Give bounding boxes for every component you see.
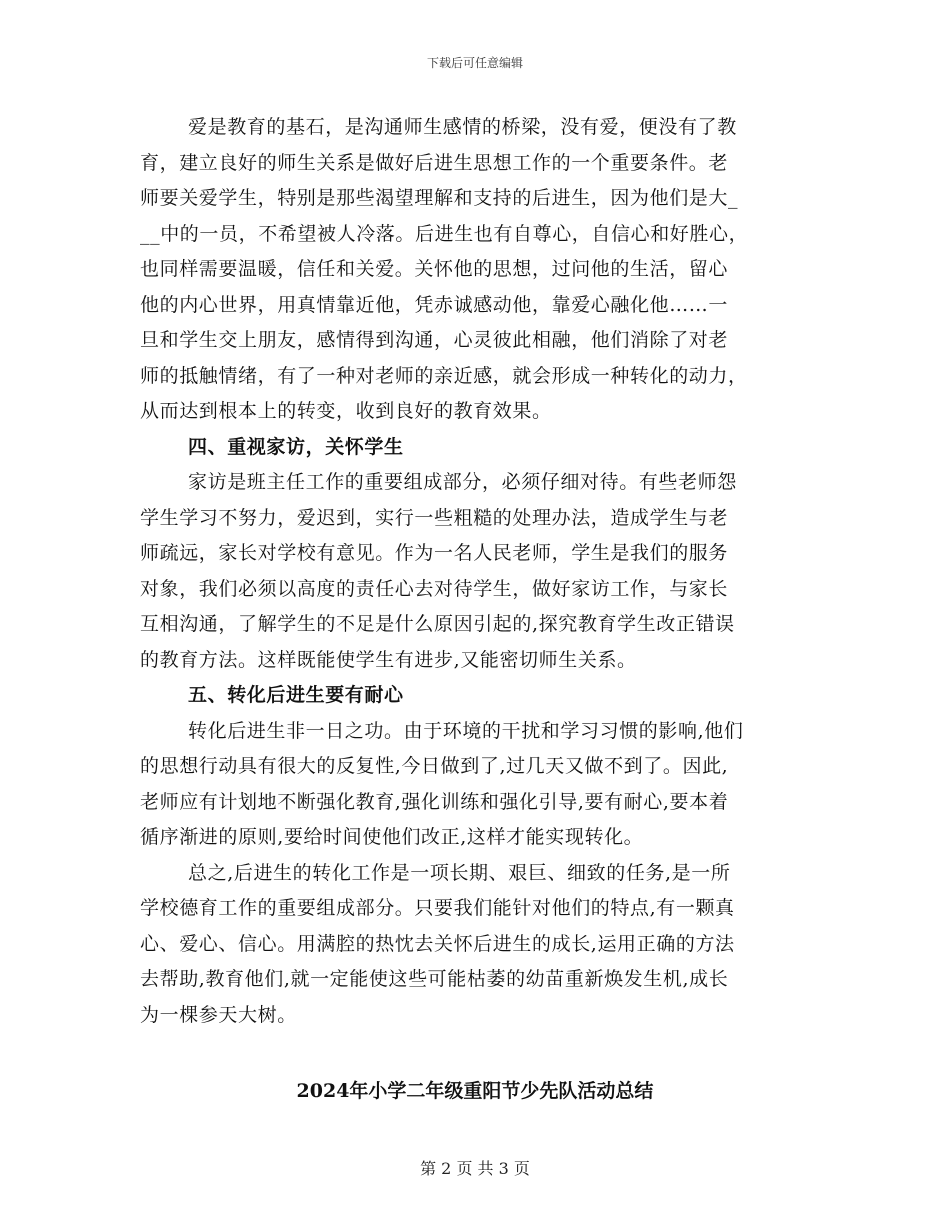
paragraph-line: 旦和学生交上朋友，感情得到沟通，心灵彼此相融，他们消除了对老 — [140, 329, 729, 351]
paragraph-line: 师的抵触情绪，有了一种对老师的亲近感，就会形成一种转化的动力， — [140, 364, 748, 387]
paragraph-line: 师要关爱学生，特别是那些渴望理解和支持的后进生，因为他们是大_ — [140, 187, 739, 209]
paragraph-line: 学校德育工作的重要组成部分。只要我们能针对他们的特点,有一颗真 — [140, 897, 735, 919]
paragraph-line: 心、爱心、信心。用满腔的热忱去关怀后进生的成长,运用正确的方法 — [140, 932, 735, 955]
page-number: 第 2 页 共 3 页 — [420, 1159, 530, 1178]
paragraph-line: 的思想行动具有很大的反复性,今日做到了,过几天又做不到了。因此, — [140, 755, 729, 777]
paragraph-line: 循序渐进的原则,要给时间使他们改正,这样才能实现转化。 — [140, 826, 644, 848]
page-header: 下载后可任意编辑 — [426, 56, 523, 70]
paragraph-line: 家访是班主任工作的重要组成部分，必须仔细对待。有些老师怨 — [188, 471, 737, 493]
paragraph-line: 互相沟通，了解学生的不足是什么原因引起的,探究教育学生改正错误 — [140, 613, 735, 635]
document-body — [140, 110, 812, 1033]
paragraph-line: 育，建立良好的师生关系是做好后进生思想工作的一个重要条件。老 — [140, 151, 729, 174]
section-heading: 五、转化后进生要有耐心 — [188, 684, 404, 706]
paragraph-line: 为一棵参天大树。 — [140, 1003, 297, 1026]
paragraph-line: 对象，我们必须以高度的责任心去对待学生，做好家访工作，与家长 — [140, 577, 729, 600]
paragraph-line: 也同样需要温暖，信任和关爱。关怀他的思想，过问他的生活，留心 — [140, 258, 729, 280]
paragraph-line: 转化后进生非一日之功。由于环境的干扰和学习习惯的影响,他们 — [188, 719, 744, 742]
paragraph-line: 师疏远，家长对学校有意见。作为一名人民老师，学生是我们的服务 — [140, 542, 729, 564]
paragraph-line: 去帮助,教育他们,就一定能使这些可能枯萎的幼苗重新焕发生机,成长 — [140, 968, 729, 990]
paragraph-line: 的教育方法。这样既能使学生有进步,又能密切师生关系。 — [140, 648, 637, 671]
paragraph-line: 他的内心世界，用真情靠近他，凭赤诚感动他，靠爱心融化他……一 — [140, 293, 729, 316]
paragraph-line: 老师应有计划地不断强化教育,强化训练和强化引导,要有耐心,要本着 — [140, 790, 729, 813]
section-heading: 四、重视家访，关怀学生 — [188, 435, 404, 458]
document-title: 2024年小学二年级重阳节少先队活动总结 — [296, 1080, 654, 1102]
paragraph-line: 总之,后进生的转化工作是一项长期、艰巨、细致的任务,是一所 — [188, 861, 731, 884]
paragraph-line: 从而达到根本上的转变，收到良好的教育效果。 — [140, 400, 552, 422]
paragraph-line: 爱是教育的基石，是沟通师生感情的桥梁，没有爱，便没有了教 — [188, 116, 737, 138]
paragraph-line: __中的一员，不希望被人冷落。后进生也有自尊心，自信心和好胜心， — [140, 222, 749, 245]
paragraph-line: 学生学习不努力，爱迟到，实行一些粗糙的处理办法，造成学生与老 — [140, 506, 729, 529]
